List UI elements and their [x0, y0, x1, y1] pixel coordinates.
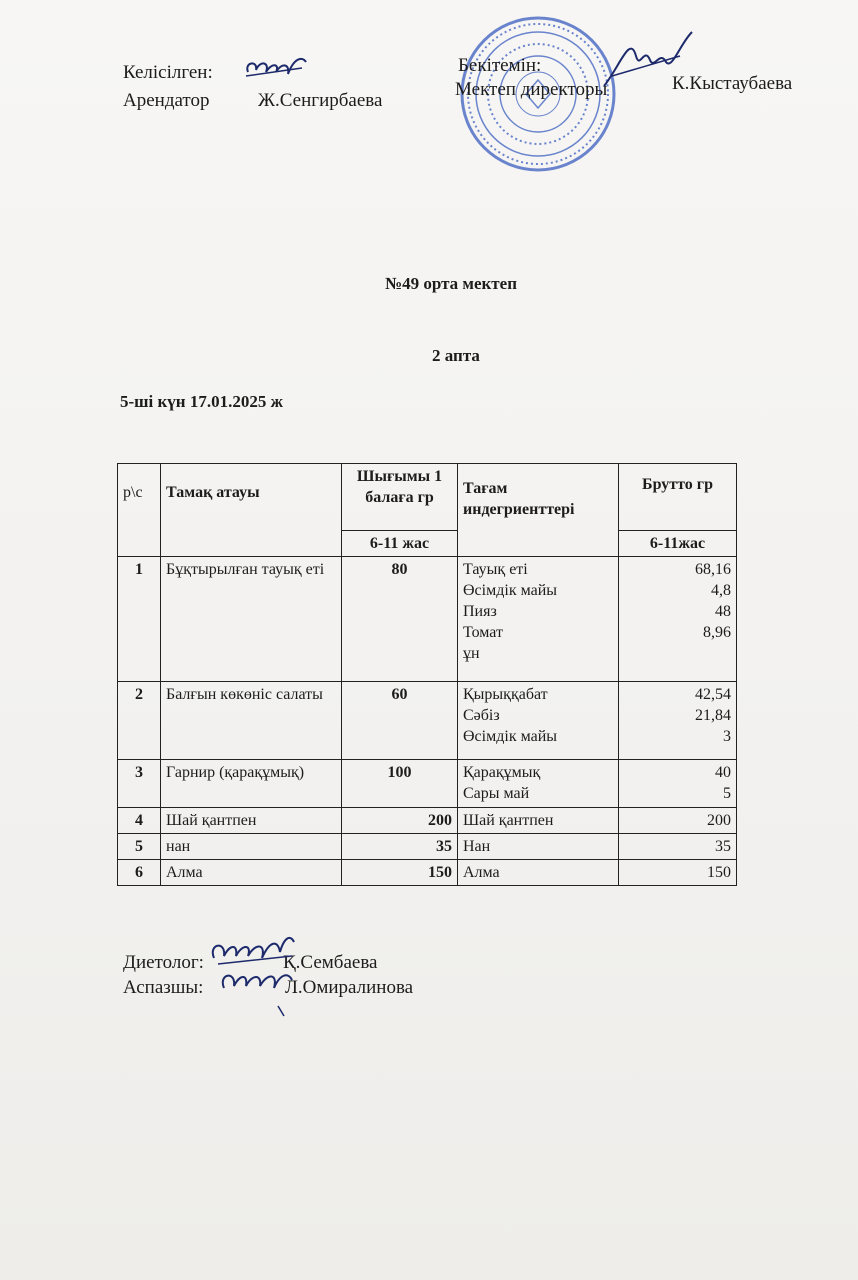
ingredient: Шай қантпен [463, 812, 554, 829]
week-title: 2 апта [432, 346, 480, 365]
ingredient: Сары май [463, 785, 530, 802]
ingredient: Өсімдік майы [463, 582, 558, 599]
row-no: 4 [118, 808, 161, 834]
ingredient: Пияз [463, 603, 497, 620]
ingredient: Нан [463, 838, 491, 855]
cook-name: Л.Омиралинова [285, 977, 414, 998]
row-no: 6 [118, 860, 161, 886]
cook-label: Аспазшы: [123, 977, 204, 998]
header-no: р\с [118, 464, 161, 557]
brutto-value: 48 [715, 603, 731, 620]
menu-table [117, 463, 737, 886]
ingredient: ұн [463, 645, 480, 662]
tenant-role: Арендатор [123, 90, 210, 111]
brutto-value: 42,54 [695, 686, 731, 703]
agreed-label: Келісілген: [123, 62, 213, 83]
row-output: 100 [342, 760, 458, 808]
brutto-value: 40 [715, 764, 731, 781]
row-no: 3 [118, 760, 161, 808]
row-ingredients [458, 860, 619, 886]
row-brutto [619, 682, 737, 760]
brutto-value: 5 [723, 785, 731, 802]
subheader-brutto-age: 6-11жас [619, 531, 737, 557]
row-output: 150 [342, 860, 458, 886]
table-row [118, 557, 737, 682]
table-row [118, 860, 737, 886]
row-brutto [619, 808, 737, 834]
brutto-value: 35 [715, 838, 731, 855]
row-dish-name: Шай қантпен [161, 808, 342, 834]
row-no: 5 [118, 834, 161, 860]
row-ingredients [458, 834, 619, 860]
row-output: 200 [342, 808, 458, 834]
row-brutto [619, 557, 737, 682]
ingredient: Алма [463, 864, 500, 881]
header-dish-name: Тамақ атауы [161, 464, 342, 557]
director-signature-icon [600, 26, 700, 96]
table-row [118, 760, 737, 808]
table-row [118, 808, 737, 834]
row-output: 35 [342, 834, 458, 860]
ingredient: Томат [463, 624, 503, 641]
header-output: Шығымы 1 балаға гр [342, 464, 458, 531]
table-header-row [118, 464, 737, 531]
brutto-value: 200 [707, 812, 731, 829]
ingredient: Өсімдік майы [463, 728, 558, 745]
row-brutto [619, 834, 737, 860]
row-ingredients [458, 760, 619, 808]
ingredient: Қарақұмық [463, 764, 541, 781]
ingredient: Сәбіз [463, 707, 500, 724]
header-ingredients: Тағам индегриенттері [458, 464, 619, 557]
approve-label: Бекітемін: [458, 55, 542, 76]
row-dish-name: Алма [161, 860, 342, 886]
row-no: 1 [118, 557, 161, 682]
table-row [118, 834, 737, 860]
ingredient: Қырыққабат [463, 686, 548, 703]
subheader-output-age: 6-11 жас [342, 531, 458, 557]
brutto-value: 8,96 [703, 624, 731, 641]
row-dish-name: Гарнир (қарақұмық) [161, 760, 342, 808]
row-ingredients [458, 808, 619, 834]
row-no: 2 [118, 682, 161, 760]
dietolog-name: Қ.Сембаева [283, 952, 378, 973]
row-brutto [619, 860, 737, 886]
brutto-value: 150 [707, 864, 731, 881]
school-title: №49 орта мектеп [385, 274, 517, 293]
dietolog-label: Диетолог: [123, 952, 204, 973]
row-brutto [619, 760, 737, 808]
brutto-value: 3 [723, 728, 731, 745]
row-dish-name: Балғын көкөніс салаты [161, 682, 342, 760]
brutto-value: 68,16 [695, 561, 731, 578]
day-date-line: 5-ші күн 17.01.2025 ж [120, 392, 283, 411]
director-name: К.Кыстаубаева [672, 73, 793, 94]
tenant-name: Ж.Сенгирбаева [258, 90, 383, 111]
row-output: 60 [342, 682, 458, 760]
row-ingredients [458, 557, 619, 682]
director-role: Мектеп директоры [455, 79, 608, 100]
row-output: 80 [342, 557, 458, 682]
brutto-value: 4,8 [711, 582, 731, 599]
row-dish-name: Бұқтырылған тауық еті [161, 557, 342, 682]
row-ingredients [458, 682, 619, 760]
row-dish-name: нан [161, 834, 342, 860]
header-brutto: Брутто гр [619, 464, 737, 531]
ingredient: Тауық еті [463, 561, 528, 578]
brutto-value: 21,84 [695, 707, 731, 724]
tenant-signature-icon [242, 52, 312, 82]
cook-signature-icon [218, 962, 298, 1022]
table-row [118, 682, 737, 760]
